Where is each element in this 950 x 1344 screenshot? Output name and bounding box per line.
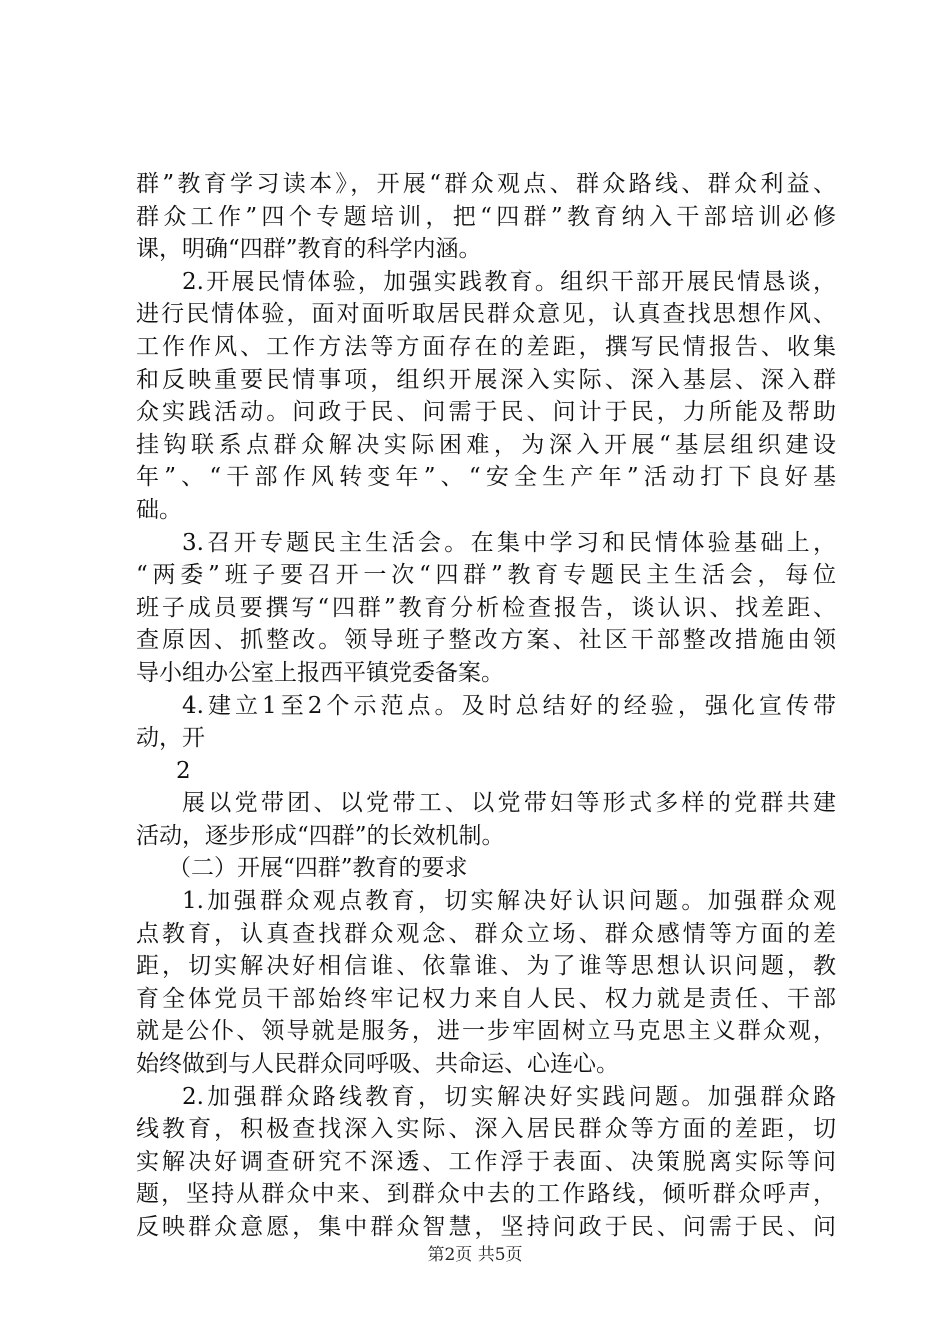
text-line: 距，切实解决好相信谁、依靠谁、为了谁等思想认识问题，教 (136, 953, 836, 980)
text-line: 点教育，认真查找群众观念、群众立场、群众感情等方面的差 (136, 920, 836, 947)
text-line: 众实践活动。问政于民、问需于民、问计于民，力所能及帮助 (136, 399, 836, 426)
text-line: 导小组办公室上报西平镇党委备案。 (136, 659, 504, 686)
text-line: 活动，逐步形成“四群”的长效机制。 (136, 822, 505, 849)
text-line: 实解决好调查研究不深透、工作浮于表面、决策脱离实际等问 (136, 1148, 836, 1175)
text-line: 1.加强群众观点教育，切实解决好认识问题。加强群众观 (182, 888, 836, 915)
text-line: 班子成员要撰写“四群”教育分析检查报告，谈认识、找差距、 (136, 594, 836, 621)
text-line: “两委”班子要召开一次“四群”教育专题民主生活会，每位 (136, 562, 836, 589)
text-line: 展以党带团、以党带工、以党带妇等形式多样的党群共建 (182, 790, 836, 817)
text-line: 查原因、抓整改。领导班子整改方案、社区干部整改措施由领 (136, 627, 836, 654)
text-line: 题，坚持从群众中来、到群众中去的工作路线，倾听群众呼声， (136, 1181, 836, 1208)
text-line: 课，明确“四群”教育的科学内涵。 (136, 236, 482, 263)
text-line: 反映群众意愿，集中群众智慧，坚持问政于民、问需于民、问 (136, 1214, 836, 1240)
text-line: 和反映重要民情事项，组织开展深入实际、深入基层、深入群 (136, 366, 836, 393)
text-line: 线教育，积极查找深入实际、深入居民群众等方面的差距，切 (136, 1116, 836, 1143)
document-body (136, 168, 836, 1244)
text-line: 进行民情体验，面对面听取居民群众意见，认真查找思想作风、 (136, 301, 836, 328)
text-line: （二）开展“四群”教育的要求 (168, 855, 468, 882)
text-line: 挂钩联系点群众解决实际困难，为深入开展“基层组织建设 (136, 431, 836, 458)
text-line: 群众工作”四个专题培训，把“四群”教育纳入干部培训必修 (136, 203, 836, 230)
text-line: 2.加强群众路线教育，切实解决好实践问题。加强群众路 (182, 1083, 836, 1110)
text-line: 3.召开专题民主生活会。在集中学习和民情体验基础上， (182, 529, 836, 556)
text-line: 育全体党员干部始终牢记权力来自人民、权力就是责任、干部 (136, 985, 836, 1012)
text-line: 年”、“干部作风转变年”、“安全生产年”活动打下良好基 (136, 464, 836, 491)
text-line: 础。 (136, 496, 182, 523)
text-line: 就是公仆、领导就是服务，进一步牢固树立马克思主义群众观， (136, 1018, 836, 1045)
text-line: 4.建立1至2个示范点。及时总结好的经验，强化宣传带 (182, 692, 836, 719)
inline-page-number: 2 (176, 757, 191, 784)
text-line: 2.开展民情体验，加强实践教育。组织干部开展民情恳谈， (182, 268, 836, 295)
text-line: 群”教育学习读本》，开展“群众观点、群众路线、群众利益、 (136, 171, 836, 197)
page-footer: 第2页 共5页 (427, 1245, 523, 1265)
text-line: 工作作风、工作方法等方面存在的差距，撰写民情报告、收集 (136, 333, 836, 360)
text-line: 始终做到与人民群众同呼吸、共命运、心连心。 (136, 1051, 619, 1078)
text-line: 动，开 (136, 725, 205, 752)
